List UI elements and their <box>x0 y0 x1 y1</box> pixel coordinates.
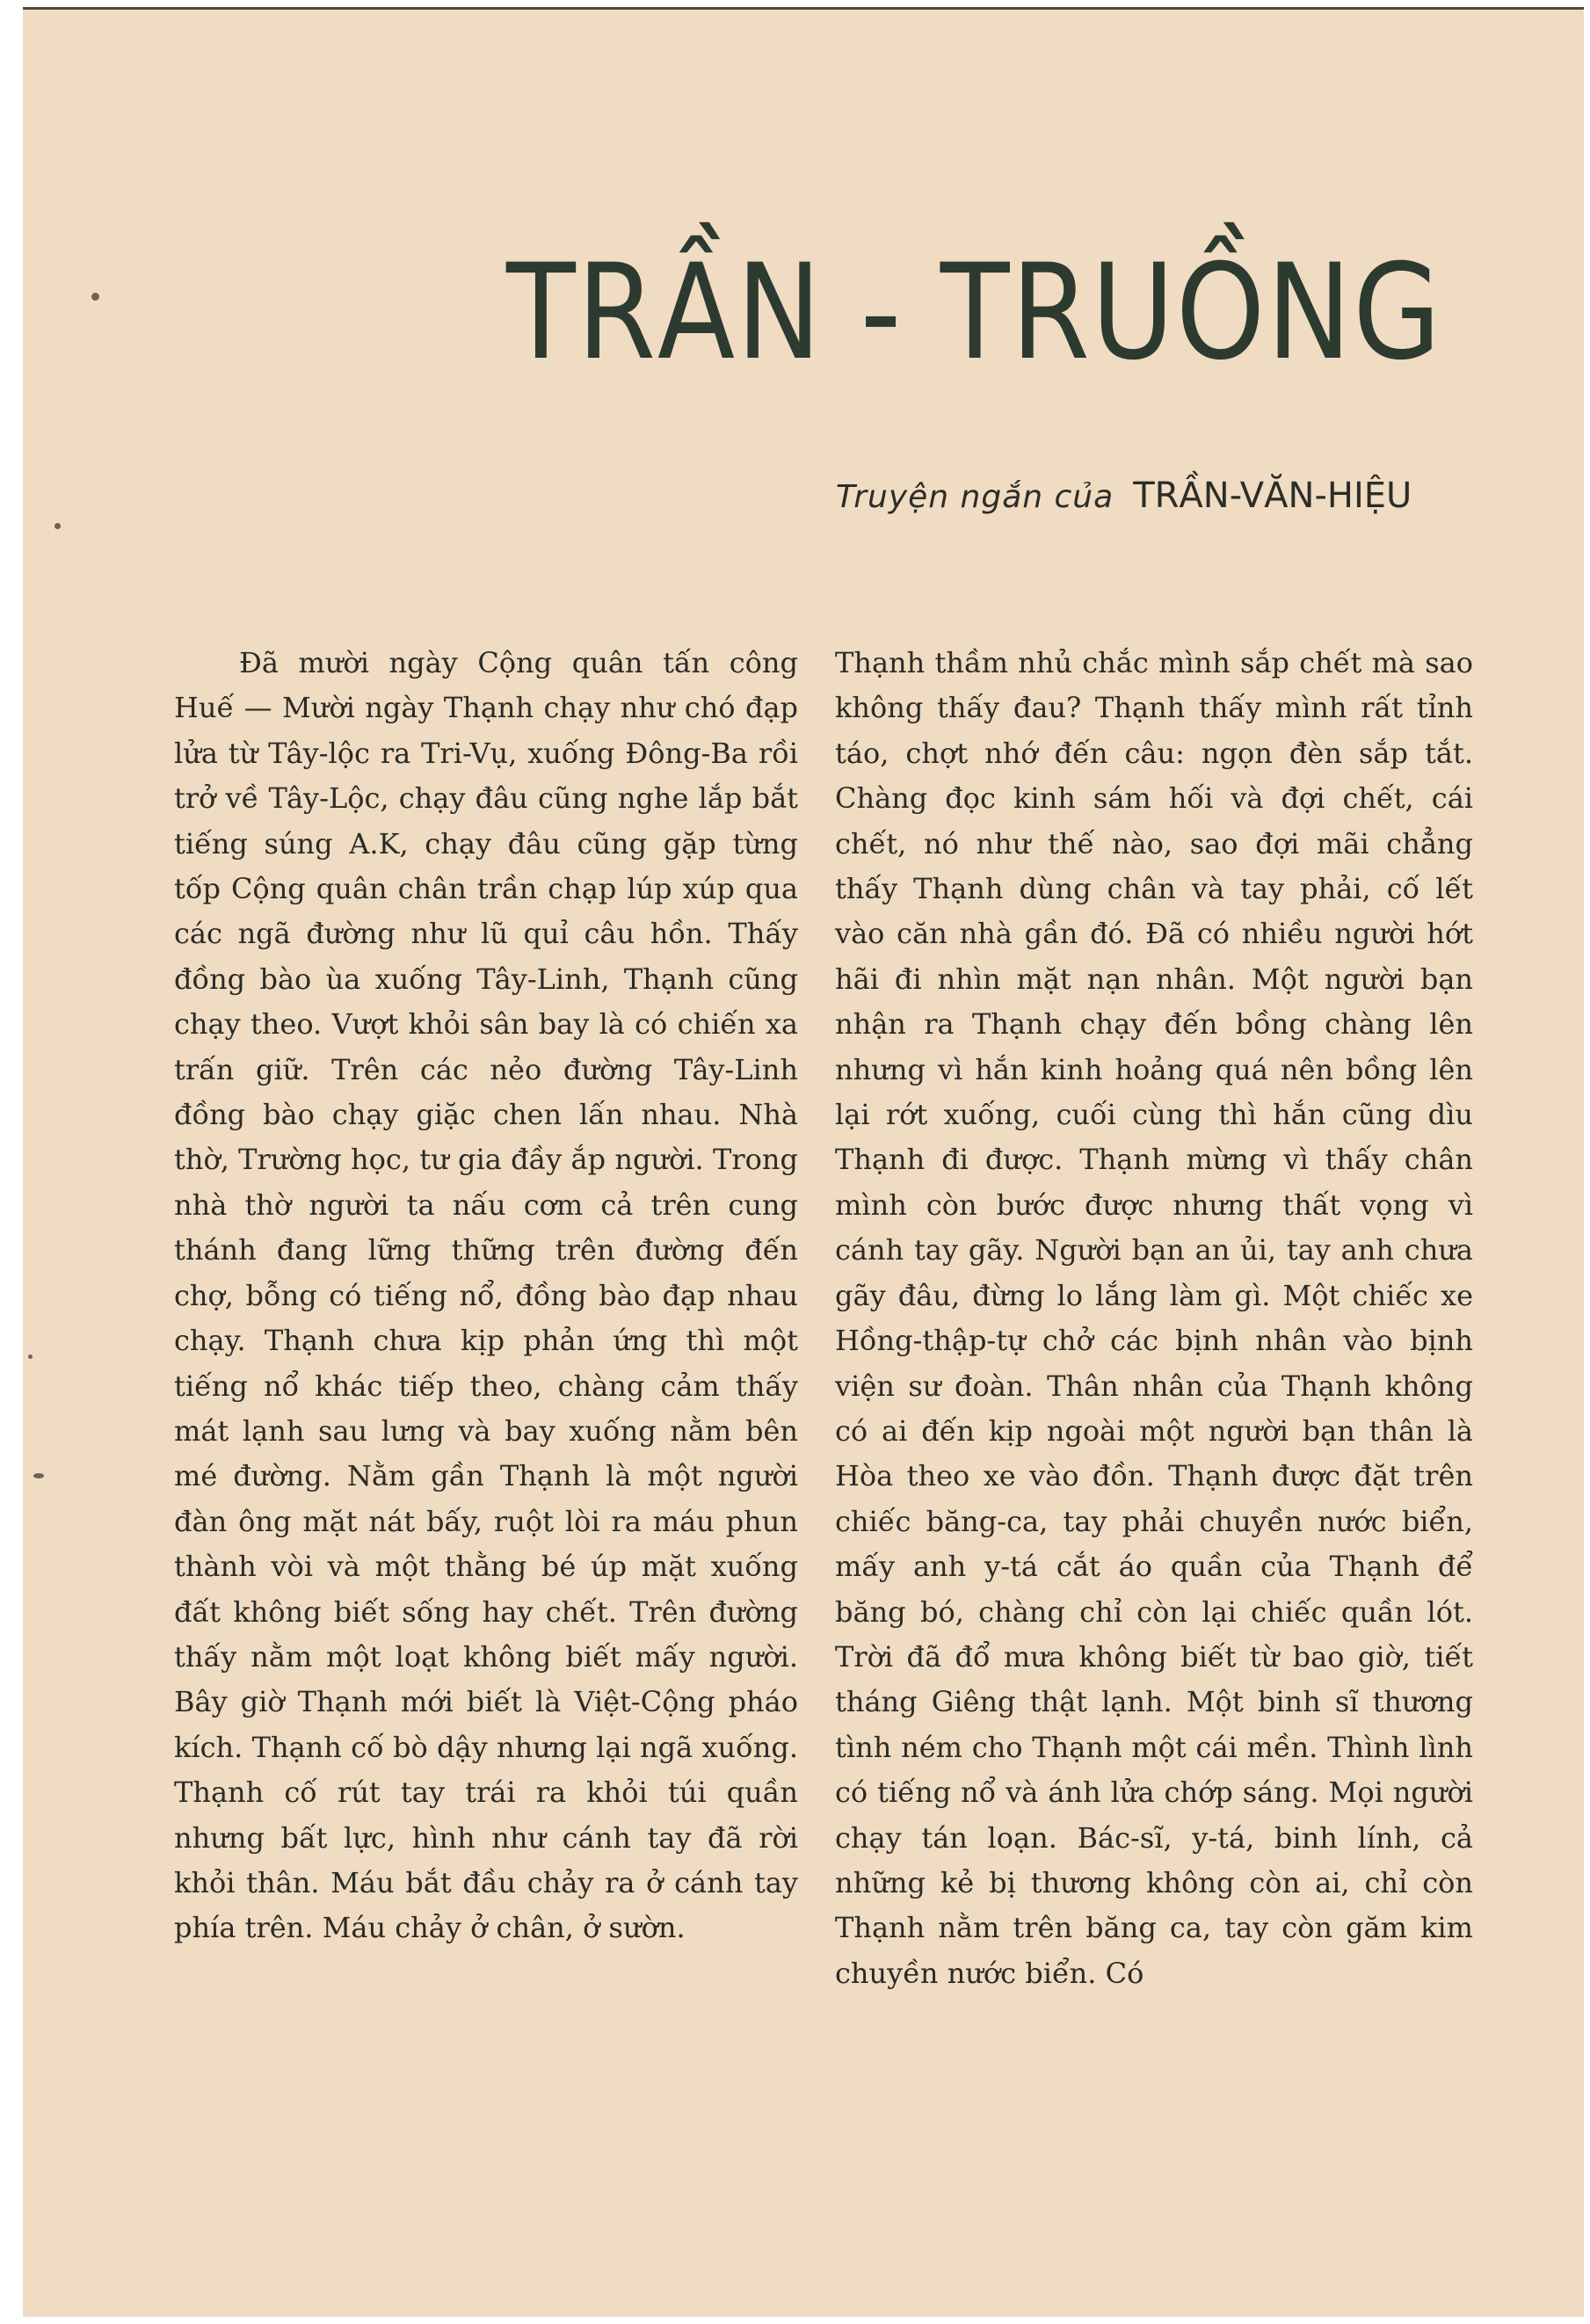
magazine-page <box>23 7 1584 2317</box>
byline <box>836 476 1486 516</box>
text-column-right <box>835 641 1473 1996</box>
story-title: TRẦN - TRUỒNG <box>506 236 1442 389</box>
paper-speck <box>91 293 99 301</box>
column-left-text: Đã mười ngày Cộng quân tấn công Huế — Mười ngày Thạnh chạy như chó đạp lửa từ Tây-lộc ra Tri-Vụ, xuống Đông-Ba rồi trở về Tây-Lộc, chạy đâu cũng nghe lắp bắt tiếng súng A.K, chạy đâu cũng gặp từng tốp Cộng quân chân trần chạp lúp xúp qua các ngã đường như lũ quỉ câu hồn. Thấy đồng bào ùa xuống Tây-Linh, Thạnh cũng chạy theo. Vượt khỏi sân bay là có chiến xa trấn giữ. Trên các nẻo đường Tây-Linh đồng bào chạy giặc chen lấn nhau. Nhà thờ, Trường học, tư gia đầy ắp người. Trong nhà thờ người ta nấu cơm cả trên cung thánh đang lững thững trên đường đến chợ, bỗng có tiếng nổ, đồng bào đạp nhau chạy. Thạnh chưa kịp phản ứng thì một tiếng nổ khác tiếp theo, chàng cảm thấy mát lạnh sau lưng và bay xuống nằm bên mé đường. Nằm gần Thạnh là một người đàn ông mặt nát bấy, ruột lòi ra máu phun thành vòi và một thằng bé úp mặt xuống đất không biết sống hay chết. Trên đường thấy nằm một loạt không biết mấy người. Bây giờ Thạnh mới biết là Việt-Cộng pháo kích. Thạnh cố bò dậy nhưng lại ngã xuống. Thạnh cố rút tay trái ra khỏi túi quần nhưng bất lực, hình như cánh tay đã rời khỏi thân. Máu bắt đầu chảy ra ở cánh tay phía trên. Máu chảy ở chân, ở sườn. <box>174 646 798 1945</box>
paper-speck <box>33 1473 44 1478</box>
text-column-left <box>174 641 798 1951</box>
paper-speck <box>28 1354 33 1359</box>
byline-prefix: Truyện ngắn của <box>836 479 1114 515</box>
column-right-text: Thạnh thầm nhủ chắc mình sắp chết mà sao không thấy đau? Thạnh thấy mình rất tỉnh táo, chợt nhớ đến câu: ngọn đèn sắp tắt. Chàng đọc kinh sám hối và đợi chết, cái chết, nó như thế nào, sao đợi mãi chẳng thấy Thạnh dùng chân và tay phải, cố lết vào căn nhà gần đó. Đã có nhiều người hớt hãi đi nhìn mặt nạn nhân. Một người bạn nhận ra Thạnh chạy đến bồng chàng lên nhưng vì hắn kinh hoảng quá nên bồng lên lại rớt xuống, cuối cùng thì hắn cũng dìu Thạnh đi được. Thạnh mừng vì thấy chân mình còn bước được nhưng thất vọng vì cánh tay gãy. Người bạn an ủi, tay anh chưa gãy đâu, đừng lo lắng làm gì. Một chiếc xe Hồng-thập-tự chở các bịnh nhân vào bịnh viện sư đoàn. Thân nhân của Thạnh không có ai đến kịp ngoài một người bạn thân là Hòa theo xe vào đồn. Thạnh được đặt trên chiếc băng-ca, tay phải chuyền nước biển, mấy anh y-tá cắt áo quần của Thạnh để băng bó, chàng chỉ còn lại chiếc quần lót. Trời đã đổ mưa không biết từ bao giờ, tiết tháng Giêng thật lạnh. Một binh sĩ thương tình ném cho Thạnh một cái mền. Thình lình có tiếng nổ và ánh lửa chớp sáng. Mọi người chạy tán loạn. Bác-sĩ, y-tá, binh lính, cả những kẻ bị thương không còn ai, chỉ còn Thạnh nằm trên băng ca, tay còn găm kim chuyền nước biển. Có <box>835 646 1473 1990</box>
paper-speck <box>54 523 61 529</box>
byline-author: TRẦN-VĂN-HIỆU <box>1133 476 1412 516</box>
